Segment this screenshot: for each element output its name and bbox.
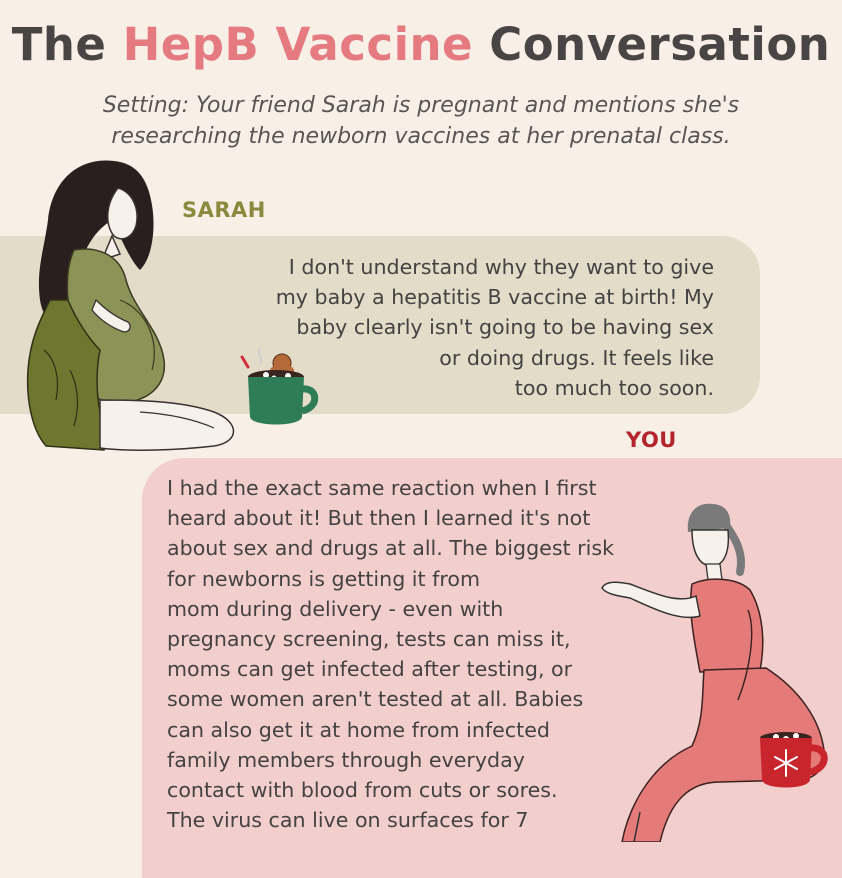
- you-message-line: for newborns is getting it from: [167, 566, 481, 591]
- you-message-line: some women aren't tested at all. Babies: [167, 687, 584, 712]
- you-message-line: pregnancy screening, tests can miss it,: [167, 627, 571, 652]
- page-title: [0, 18, 842, 71]
- title-post: Conversation: [473, 18, 831, 71]
- you-message-line: moms can get infected after testing, or: [167, 657, 573, 682]
- setting-description: [40, 90, 802, 152]
- sarah-message-line: I don't understand why they want to give: [288, 255, 714, 279]
- you-message-line: can also get it at home from infected: [167, 717, 550, 742]
- you-message-line: contact with blood from cuts or sores.: [167, 778, 558, 803]
- sarah-label: SARAH: [182, 198, 266, 222]
- sarah-message-line: or doing drugs. It feels like: [439, 345, 714, 370]
- you-message-line: heard about it! But then I learned it's not: [167, 506, 591, 531]
- you-message-line: mom during delivery - even with: [167, 596, 504, 621]
- sarah-message-line: my baby a hepatitis B vaccine at birth! My: [275, 285, 714, 310]
- sarah-message-line: baby clearly isn't going to be having sex: [296, 315, 714, 340]
- red-snowflake-mug-icon: [756, 728, 832, 792]
- title-pre: The: [11, 18, 123, 71]
- setting-line: Setting: Your friend Sarah is pregnant and mentions she's: [102, 93, 740, 118]
- pregnant-woman-illustration: [0, 150, 250, 455]
- you-message-line: family members through everyday: [167, 747, 525, 772]
- setting-line: researching the newborn vaccines at her prenatal class.: [111, 124, 731, 149]
- title-accent: HepB Vaccine: [122, 18, 474, 71]
- you-message-line: The virus can live on surfaces for 7: [167, 808, 529, 833]
- sarah-message-line: too much too soon.: [514, 375, 714, 400]
- green-cocoa-mug-icon: [238, 345, 324, 431]
- you-message-line: I had the exact same reaction when I first: [167, 476, 597, 500]
- you-message-line: about sex and drugs at all. The biggest risk: [167, 536, 615, 561]
- you-label: YOU: [626, 428, 677, 452]
